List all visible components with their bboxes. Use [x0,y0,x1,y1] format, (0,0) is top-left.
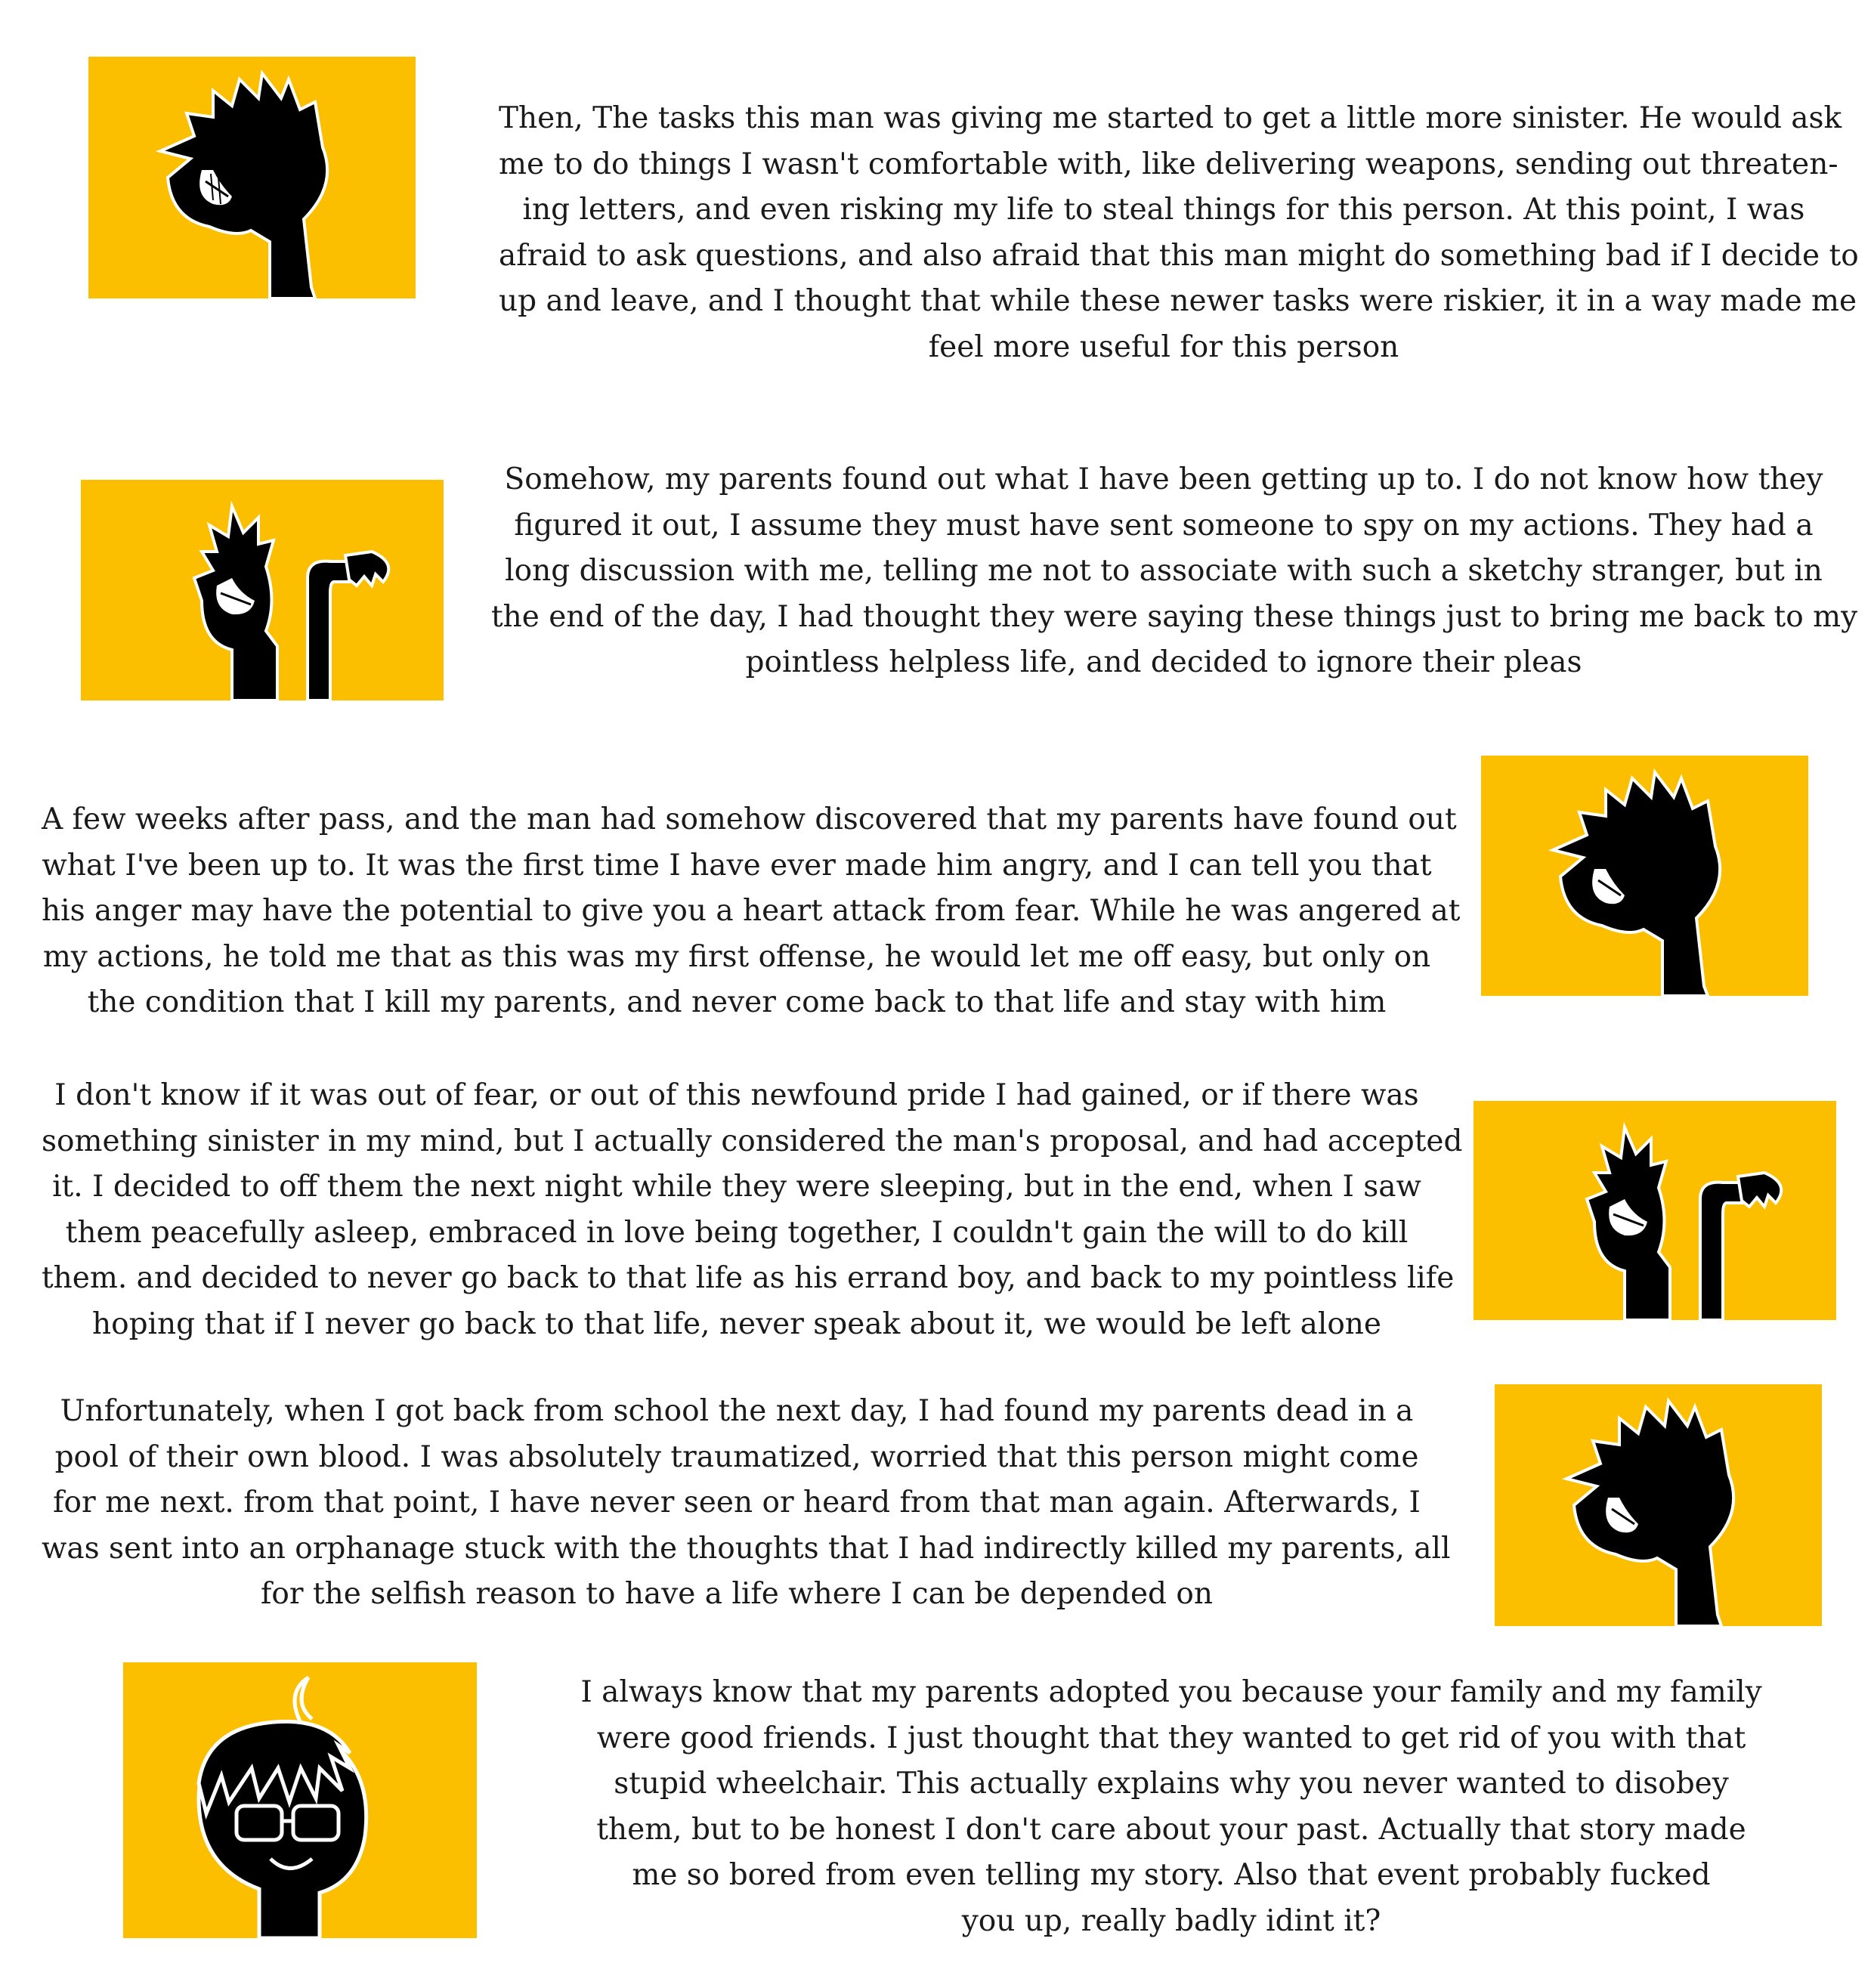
paragraph-line: pool of their own blood. I was absolutely traumatized, worried that this person might come [54,1439,1419,1474]
paragraph-4 [42,1073,1463,1347]
paragraph-line: were good friends. I just thought that they wanted to get rid of you with that [596,1721,1746,1755]
panel-shadow-man-2 [1481,756,1808,996]
paragraph-line: it. I decided to off them the next night while they were sleeping, but in the end, when I saw [52,1170,1421,1204]
panel-white-haired-character [123,1662,477,1938]
paragraph-line: what I've been up to. It was the first time I have ever made him angry, and I can tell you that [42,848,1432,883]
panel-shadow-figure-1 [81,480,444,700]
paragraph-line: you up, really badly idint it? [961,1903,1381,1938]
paragraph-line: ing letters, and even risking my life to steal things for this person. At this point, I was [522,193,1805,227]
paragraph-line: Somehow, my parents found out what I have been getting up to. I do not know how they [504,462,1823,496]
paragraph-5 [42,1389,1451,1618]
panel-shadow-man-1 [88,57,416,298]
paragraph-line: up and leave, and I thought that while these newer tasks were riskier, it in a way made me [499,284,1857,318]
shadow-man-icon [1481,756,1808,996]
paragraph-line: hoping that if I never go back to that life, never speak about it, we would be left alone [91,1306,1382,1341]
paragraph-line: my actions, he told me that as this was my first offense, he would let me off easy, but only on [42,939,1431,974]
paragraph-line: pointless helpless life, and decided to ignore their pleas [745,645,1582,679]
paragraph-line: them. and decided to never go back to that life as his errand boy, and back to my pointless life [42,1261,1455,1295]
panel-shadow-man-3 [1495,1384,1822,1626]
paragraph-line: I don't know if it was out of fear, or out of this newfound pride I had gained, or if there was [54,1078,1419,1112]
paragraph-line: for me next. from that point, I have never seen or heard from that man again. Afterwards, I [53,1486,1421,1520]
paragraph-line: A few weeks after pass, and the man had somehow discovered that my parents have found out [42,802,1457,836]
paragraph-line: his anger may have the potential to give you a heart attack from fear. While he was angered at [42,894,1461,928]
paragraph-line: I always know that my parents adopted you because your family and my family [580,1675,1762,1709]
paragraph-line: me to do things I wasn't comfortable with, like delivering weapons, sending out threaten- [499,147,1838,181]
paragraph-3 [42,797,1461,1026]
paragraph-2 [491,457,1858,686]
paragraph-6 [529,1670,1814,1944]
white-haired-character-icon [123,1662,477,1938]
paragraph-line: stupid wheelchair. This actually explains why you never wanted to disobey [614,1767,1729,1801]
paragraph-line: them, but to be honest I don't care about your past. Actually that story made [596,1812,1746,1847]
paragraph-line: afraid to ask questions, and also afraid that this man might do something bad if I decide to [499,238,1859,273]
paragraph-line: feel more useful for this person [928,329,1399,364]
paragraph-line: me so bored from even telling my story. Also that event probably fucked [632,1858,1711,1892]
paragraph-line: for the selfish reason to have a life where I can be depended on [260,1577,1214,1611]
paragraph-line: Unfortunately, when I got back from school the next day, I had found my parents dead in a [60,1394,1414,1428]
paragraph-line: long discussion with me, telling me not to associate with such a sketchy stranger, but in [505,554,1823,588]
shadow-figure-hand-icon [1474,1101,1836,1320]
paragraph-line: them peacefully asleep, embraced in love being together, I couldn't gain the will to do kill [65,1215,1409,1250]
shadow-man-icon [1495,1384,1822,1626]
paragraph-line: the end of the day, I had thought they were saying these things just to bring me back to my [491,599,1858,634]
paragraph-line: Then, The tasks this man was giving me started to get a little more sinister. He would ask [499,101,1842,135]
shadow-figure-hand-icon [81,480,444,700]
paragraph-line: the condition that I kill my parents, and never come back to that life and stay with him [87,985,1387,1019]
panel-shadow-figure-2 [1474,1101,1836,1320]
paragraph-line: was sent into an orphanage stuck with the thoughts that I had indirectly killed my parents, all [42,1531,1451,1566]
shadow-man-icon [88,57,416,298]
paragraph-line: something sinister in my mind, but I actually considered the man's proposal, and had accepted [42,1124,1463,1158]
paragraph-1 [499,96,1859,370]
paragraph-line: figured it out, I assume they must have sent someone to spy on my actions. They had a [514,508,1814,543]
